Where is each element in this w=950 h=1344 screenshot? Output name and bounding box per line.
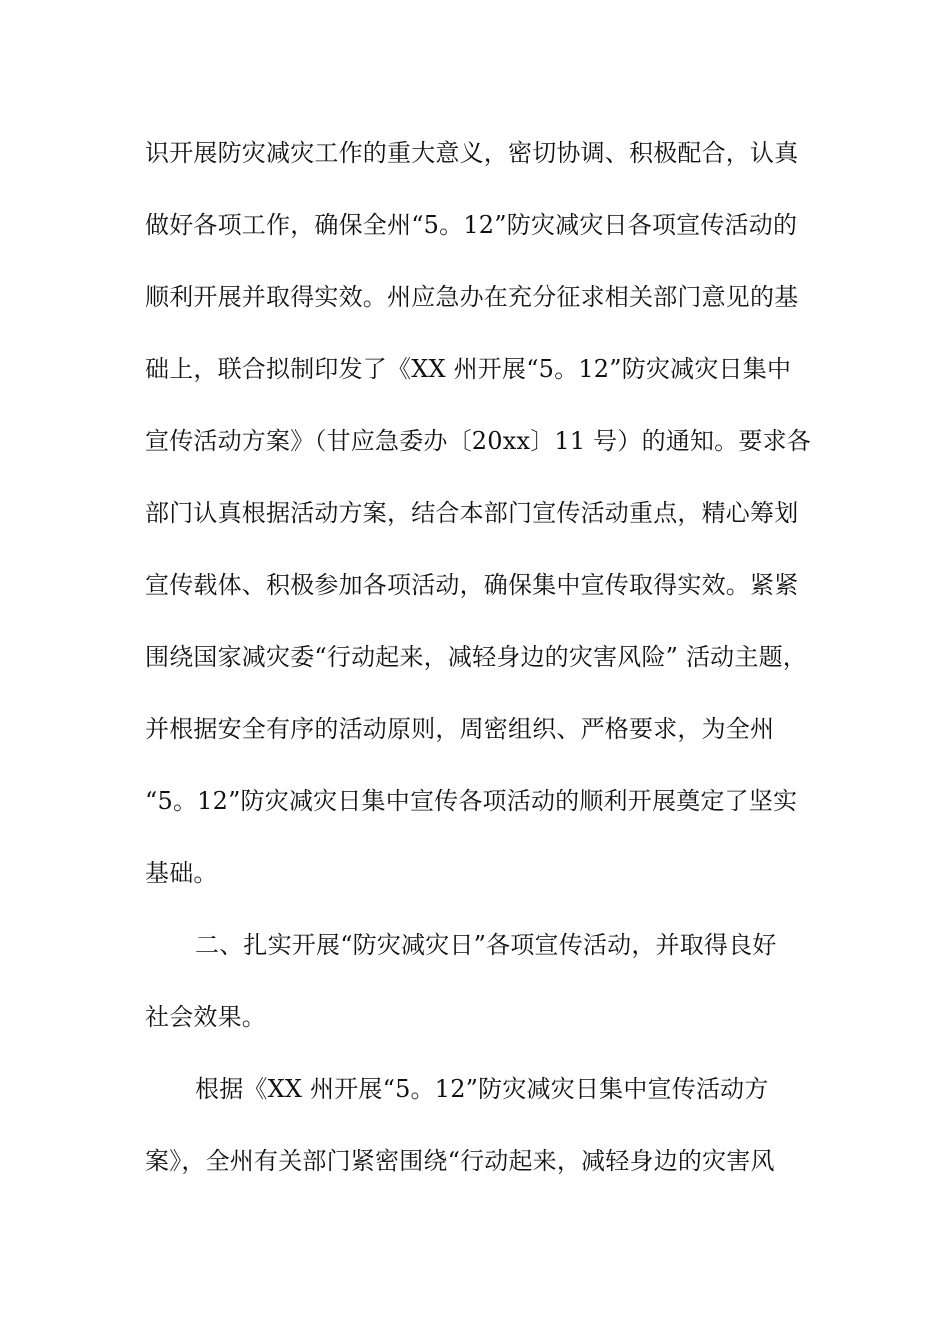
paragraph-line: 顺利开展并取得实效。州应急办在充分征求相关部门意见的基 <box>145 283 799 311</box>
section-heading-continued: 社会效果。 <box>145 1003 266 1031</box>
paragraph-line: 部门认真根据活动方案，结合本部门宣传活动重点，精心筹划 <box>145 499 799 527</box>
paragraph-line: 做好各项工作，确保全州“5。12”防灾减灾日各项宣传活动的 <box>145 211 798 239</box>
paragraph-line: 础上，联合拟制印发了《XX 州开展“5。12”防灾减灾日集中 <box>145 355 792 383</box>
paragraph-line: 宣传载体、积极参加各项活动，确保集中宣传取得实效。紧紧 <box>145 571 799 599</box>
paragraph-line: 案》，全州有关部门紧密围绕“行动起来，减轻身边的灾害风 <box>145 1147 775 1175</box>
paragraph-line: 宣传活动方案》（甘应急委办〔20xx〕11 号）的通知。要求各 <box>145 427 811 455</box>
paragraph-line: 基础。 <box>145 859 218 887</box>
paragraph-line: 识开展防灾减灾工作的重大意义，密切协调、积极配合，认真 <box>145 139 799 167</box>
paragraph-line: “5。12”防灾减灾日集中宣传各项活动的顺利开展奠定了坚实 <box>145 787 798 815</box>
paragraph-line: 根据《XX 州开展“5。12”防灾减灾日集中宣传活动方 <box>195 1075 769 1103</box>
paragraph-line: 围绕国家减灾委“行动起来，减轻身边的灾害风险” 活动主题， <box>145 643 807 671</box>
paragraph-line: 并根据安全有序的活动原则，周密组织、严格要求，为全州 <box>145 715 775 743</box>
section-heading: 二、扎实开展“防灾减灾日”各项宣传活动，并取得良好 <box>195 931 777 959</box>
